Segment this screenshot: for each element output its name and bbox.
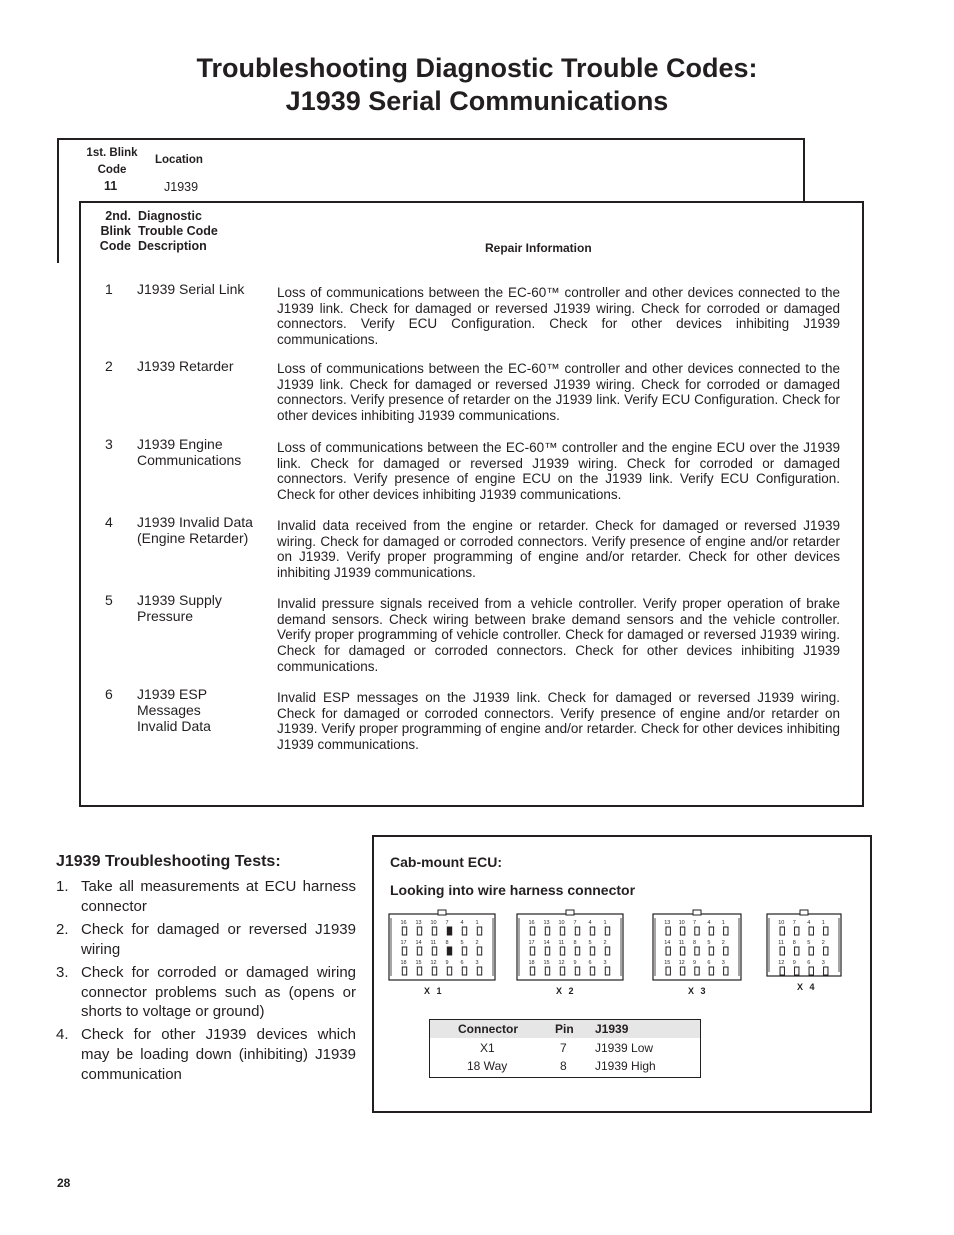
item-number: 2.	[56, 920, 69, 938]
pin-number: 17	[400, 940, 407, 946]
pin-number: 15	[543, 960, 550, 966]
dtc-code: 6	[105, 686, 113, 702]
table-cell: X1	[480, 1041, 495, 1055]
pin-number: 9	[792, 960, 796, 966]
pin-socket	[417, 947, 421, 955]
pin-socket	[724, 927, 728, 935]
pin-number: 12	[778, 960, 785, 966]
page-number: 28	[57, 1176, 71, 1190]
pin-number: 13	[543, 920, 550, 926]
header-line: 2nd.	[105, 209, 131, 223]
header-line: Trouble Code	[138, 224, 218, 238]
pin-number: 10	[558, 920, 565, 926]
pin-socket	[824, 967, 828, 975]
pin-number: 8	[792, 940, 796, 946]
pin-number: 6	[460, 960, 464, 966]
pin-socket	[432, 947, 436, 955]
pin-socket	[780, 947, 784, 955]
pin-number: 2	[475, 940, 479, 946]
ecu-heading: Cab-mount ECU:	[390, 854, 502, 870]
repair-info-header: Repair Information	[485, 241, 592, 255]
item-text: Take all measurements at ECU harness connector	[81, 878, 356, 915]
pin-number: 5	[707, 940, 711, 946]
pin-socket	[709, 967, 713, 975]
pin-socket	[605, 967, 609, 975]
header-line: Blink	[100, 224, 131, 238]
pin-number: 3	[603, 960, 607, 966]
pin-number: 5	[460, 940, 464, 946]
pin-number: 3	[721, 960, 725, 966]
pin-number: 8	[445, 940, 449, 946]
item-number: 1.	[56, 878, 69, 895]
pin-number: 14	[664, 940, 671, 946]
pin-number: 3	[821, 960, 825, 966]
pin-socket	[666, 967, 670, 975]
pin-socket	[530, 947, 534, 955]
connector-x3-label: X 3	[688, 986, 708, 996]
pin-socket	[780, 927, 784, 935]
pin-socket	[590, 927, 594, 935]
pin-socket	[605, 927, 609, 935]
dtc-description: J1939 Invalid Data (Engine Retarder)	[137, 514, 253, 546]
dtc-description: J1939 Engine Communications	[137, 436, 242, 468]
pin-number: 13	[415, 920, 422, 926]
table-row	[430, 1039, 700, 1057]
repair-info: Invalid ESP messages on the J1939 link. Check for damaged or reversed J1939 wiring. Check for damaged or corroded connectors. Verify presence of engine and/or retarder on J1939. Verify proper programming of engine and/or retarder. Check for other devices inhibiting J1939 communications.	[277, 690, 840, 753]
table-header: Connector	[458, 1022, 518, 1036]
list-item	[56, 963, 356, 1022]
pin-number: 11	[430, 940, 437, 946]
pin-number: 7	[573, 920, 577, 926]
pin-socket	[795, 947, 799, 955]
pin-socket	[809, 947, 813, 955]
table-header: Pin	[555, 1022, 574, 1036]
pin-socket	[477, 947, 481, 955]
pin-number: 9	[573, 960, 577, 966]
pin-socket	[795, 967, 799, 975]
dtc-description: J1939 ESP Messages Invalid Data	[137, 686, 211, 734]
pin-socket	[447, 967, 451, 975]
dtc-code: 2	[105, 358, 113, 374]
pin-number: 1	[721, 920, 725, 926]
location-value: J1939	[164, 180, 199, 194]
second-blink-code-header	[91, 209, 131, 254]
dtc-description: J1939 Serial Link	[137, 281, 245, 297]
pin-number: 15	[664, 960, 671, 966]
pin-socket	[605, 947, 609, 955]
pin-socket	[462, 947, 466, 955]
pin-number: 7	[445, 920, 449, 926]
pin-number: 12	[678, 960, 685, 966]
table-cell: 18 Way	[467, 1059, 508, 1073]
pin-number: 4	[588, 920, 592, 926]
pin-socket	[462, 967, 466, 975]
table-header: J1939	[595, 1022, 629, 1036]
location-header: Location	[155, 154, 203, 166]
pin-number: 12	[558, 960, 565, 966]
pin-socket	[680, 967, 684, 975]
pin-socket	[402, 947, 406, 955]
pin-number: 10	[778, 920, 785, 926]
pin-socket	[560, 927, 564, 935]
connector-x4-label: X 4	[797, 982, 817, 992]
pin-number: 17	[528, 940, 535, 946]
first-blink-code: 11	[104, 179, 118, 193]
pin-number: 5	[807, 940, 811, 946]
pin-socket	[590, 967, 594, 975]
pin-socket	[795, 927, 799, 935]
blink-code-header	[82, 145, 142, 179]
pin-number: 4	[807, 920, 811, 926]
pin-socket	[824, 927, 828, 935]
pin-number: 10	[678, 920, 685, 926]
list-item	[56, 920, 356, 959]
pin-socket	[780, 967, 784, 975]
pin-number: 16	[528, 920, 535, 926]
pin-number: 3	[475, 960, 479, 966]
pin-number: 4	[460, 920, 464, 926]
pin-socket	[666, 927, 670, 935]
title-line-1: Troubleshooting Diagnostic Trouble Codes:	[196, 53, 758, 83]
pin-number: 14	[415, 940, 422, 946]
connector-latch	[438, 910, 446, 915]
pin-number: 1	[475, 920, 479, 926]
dtc-code: 1	[105, 281, 113, 297]
pin-number: 8	[693, 940, 697, 946]
pin-socket	[545, 927, 549, 935]
pin-number: 15	[415, 960, 422, 966]
pin-number: 2	[603, 940, 607, 946]
pin-socket	[575, 927, 579, 935]
pin-socket	[477, 967, 481, 975]
pin-socket	[724, 967, 728, 975]
pin-number: 16	[400, 920, 407, 926]
list-item	[56, 877, 356, 916]
pin-socket	[560, 947, 564, 955]
pin-number: 4	[707, 920, 711, 926]
repair-info: Invalid pressure signals received from a vehicle controller. Verify proper operation of brake demand sensors. Check wiring between brake demand sensors and the vehicle controller. Verify proper programming of vehicle controller. Check for damaged or reversed J1939 wiring. Check for damaged or corroded connectors. Check for other devices inhibiting J1939 communications.	[277, 596, 840, 674]
connector-latch	[800, 910, 808, 915]
connector-latch	[693, 910, 701, 915]
connector-latch	[566, 910, 574, 915]
table-cell: J1939 Low	[595, 1041, 654, 1055]
blink-header-line: 1st. Blink	[86, 147, 138, 159]
pin-socket	[590, 947, 594, 955]
table-cell: 8	[560, 1059, 567, 1073]
repair-info: Loss of communications between the EC-60™ controller and other devices connected to the J1939 link. Check for damaged or reversed J1939 wiring. Check for corroded or damaged connectors. Verify ECU Configuration. Check for other devices inhibiting J1939 communications.	[277, 285, 840, 348]
pin-number: 14	[543, 940, 550, 946]
pin-number: 1	[603, 920, 607, 926]
header-line: Description	[138, 239, 207, 253]
table-cell: J1939 High	[595, 1059, 656, 1073]
pin-number: 8	[573, 940, 577, 946]
repair-info: Loss of communications between the EC-60™ controller and other devices connected to the J1939 link. Check for damaged or reversed J1939 wiring. Check for corroded or damaged connectors. Verify presence of retarder on the J1939 link. Verify ECU Configuration. Check for other devices inhibiting J1939 communications.	[277, 361, 840, 424]
pin-socket	[575, 947, 579, 955]
pin-socket	[695, 967, 699, 975]
pin-number: 11	[558, 940, 565, 946]
dtc-description: J1939 Retarder	[137, 358, 234, 374]
pin-socket	[462, 927, 466, 935]
pin-number: 11	[778, 940, 784, 946]
blink-header-line: Code	[97, 164, 127, 176]
dtc-description: J1939 Supply Pressure	[137, 592, 222, 624]
pin-socket	[545, 947, 549, 955]
pin-socket	[530, 967, 534, 975]
item-text: Check for corroded or damaged wiring connector problems such as (opens or shorts to voltage or ground)	[81, 963, 356, 1021]
j1939-pin	[447, 947, 451, 955]
pin-number: 6	[807, 960, 811, 966]
list-item	[56, 1025, 356, 1084]
pin-socket	[809, 927, 813, 935]
pin-socket	[432, 927, 436, 935]
pin-number: 2	[821, 940, 825, 946]
pin-socket	[680, 927, 684, 935]
tests-heading: J1939 Troubleshooting Tests:	[56, 853, 281, 870]
repair-info: Invalid data received from the engine or retarder. Check for damaged or reversed J1939 wiring. Check for damaged or corroded connectors. Verify presence of engine and/or retarder on J1939. Verify proper programming of engine and/or retarder. Check for other devices inhibiting J1939 communications.	[277, 518, 840, 581]
pin-number: 18	[528, 960, 535, 966]
item-text: Check for damaged or reversed J1939 wiring	[81, 920, 356, 958]
pin-socket	[432, 967, 436, 975]
pin-socket	[709, 927, 713, 935]
item-text: Check for other J1939 devices which may be loading down (inhibiting) J1939 communication	[81, 1026, 356, 1083]
item-number: 4.	[56, 1026, 69, 1044]
pin-socket	[575, 967, 579, 975]
pin-table	[429, 1019, 701, 1078]
pin-socket	[402, 927, 406, 935]
table-header-row	[430, 1020, 700, 1038]
pin-number: 18	[400, 960, 407, 966]
pin-socket	[530, 927, 534, 935]
pin-number: 10	[430, 920, 437, 926]
connector-x1-label: X 1	[424, 986, 444, 996]
page-title	[0, 52, 954, 118]
table-row	[430, 1057, 700, 1075]
table-cell: 7	[560, 1041, 567, 1055]
pin-number: 12	[430, 960, 437, 966]
pin-socket	[666, 947, 670, 955]
pin-socket	[402, 967, 406, 975]
pin-number: 2	[721, 940, 725, 946]
connector-x2-label: X 2	[556, 986, 576, 996]
pin-number: 7	[792, 920, 796, 926]
pin-number: 11	[678, 940, 685, 946]
pin-number: 13	[664, 920, 671, 926]
dtc-description-header	[138, 209, 218, 254]
tests-list	[56, 877, 356, 1085]
pin-number: 7	[693, 920, 697, 926]
pin-socket	[809, 967, 813, 975]
dtc-code: 3	[105, 436, 113, 452]
pin-number: 6	[707, 960, 711, 966]
pin-socket	[724, 947, 728, 955]
ecu-subheading: Looking into wire harness connector	[390, 882, 636, 898]
pin-socket	[417, 927, 421, 935]
pin-socket	[709, 947, 713, 955]
header-line: Diagnostic	[138, 209, 202, 223]
dtc-code: 4	[105, 514, 113, 530]
pin-number: 9	[445, 960, 449, 966]
pin-socket	[477, 927, 481, 935]
pin-socket	[417, 967, 421, 975]
header-line: Code	[99, 239, 131, 253]
pin-socket	[545, 967, 549, 975]
repair-info: Loss of communications between the EC-60™ controller and the engine ECU over the J1939 link. Check for damaged or reversed J1939 wiring. Check for corroded or damaged connectors. Verify presence of engine ECU on the J1939 link. Verify ECU Configuration. Check for other devices inhibiting J1939 communications.	[277, 440, 840, 503]
pin-number: 6	[588, 960, 592, 966]
j1939-pin	[447, 927, 451, 935]
pin-socket	[695, 947, 699, 955]
title-line-2: J1939 Serial Communications	[285, 86, 669, 116]
pin-number: 9	[693, 960, 697, 966]
item-number: 3.	[56, 963, 69, 981]
pin-number: 1	[821, 920, 825, 926]
troubleshooting-tests	[56, 853, 356, 1088]
pin-socket	[680, 947, 684, 955]
pin-number: 5	[588, 940, 592, 946]
pin-socket	[560, 967, 564, 975]
pin-socket	[824, 947, 828, 955]
pin-socket	[695, 927, 699, 935]
dtc-code: 5	[105, 592, 113, 608]
